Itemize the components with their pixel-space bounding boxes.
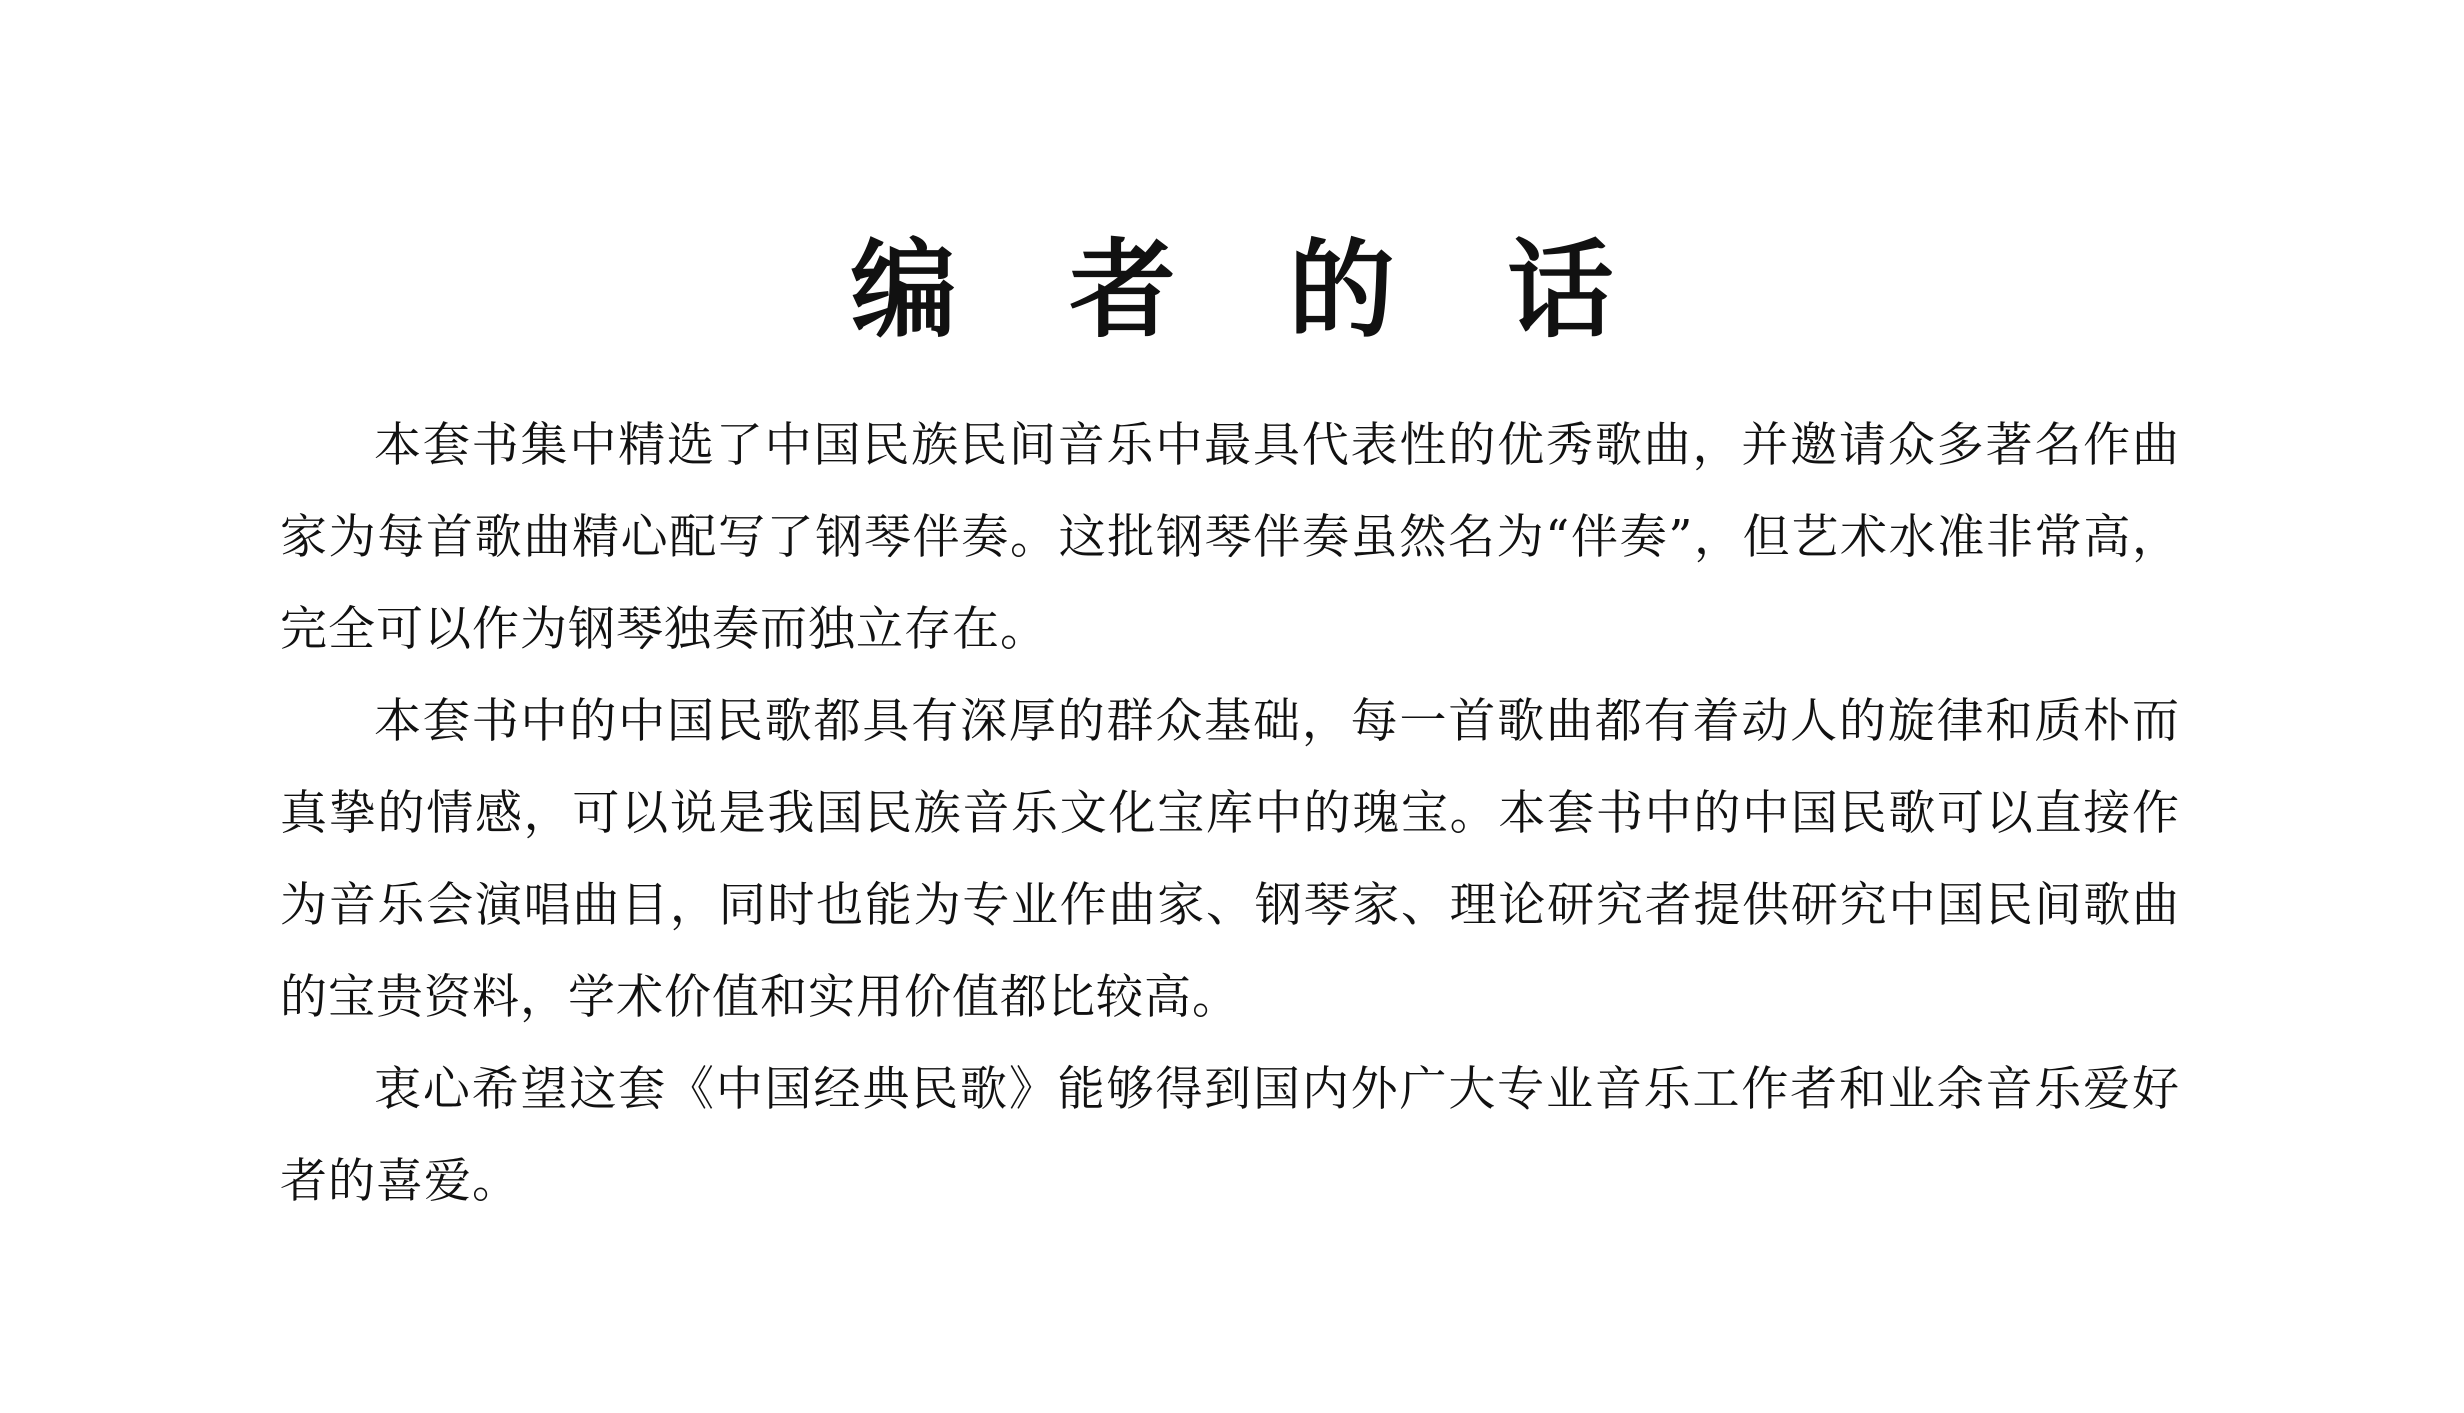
paragraph-3: 衷心希望这套《中国经典民歌》能够得到国内外广大专业音乐工作者和业余音乐爱好者的喜爱。 [280, 1062, 2180, 1209]
body-text [280, 400, 2180, 1228]
page-title: 编 者 的 话 [850, 229, 1652, 353]
paragraph-1: 本套书集中精选了中国民族民间音乐中最具代表性的优秀歌曲，并邀请众多著名作曲家为每首歌曲精心配写了钢琴伴奏。这批钢琴伴奏虽然名为“伴奏”，但艺术水准非常高，完全可以作为钢琴独奏而独立存在。 [280, 418, 2180, 657]
paragraph-2: 本套书中的中国民歌都具有深厚的群众基础，每一首歌曲都有着动人的旋律和质朴而真挚的情感，可以说是我国民族音乐文化宝库中的瑰宝。本套书中的中国民歌可以直接作为音乐会演唱曲目，同时也能为专业作曲家、钢琴家、理论研究者提供研究中国民间歌曲的宝贵资料，学术价值和实用价值都比较高。 [280, 694, 2180, 1025]
